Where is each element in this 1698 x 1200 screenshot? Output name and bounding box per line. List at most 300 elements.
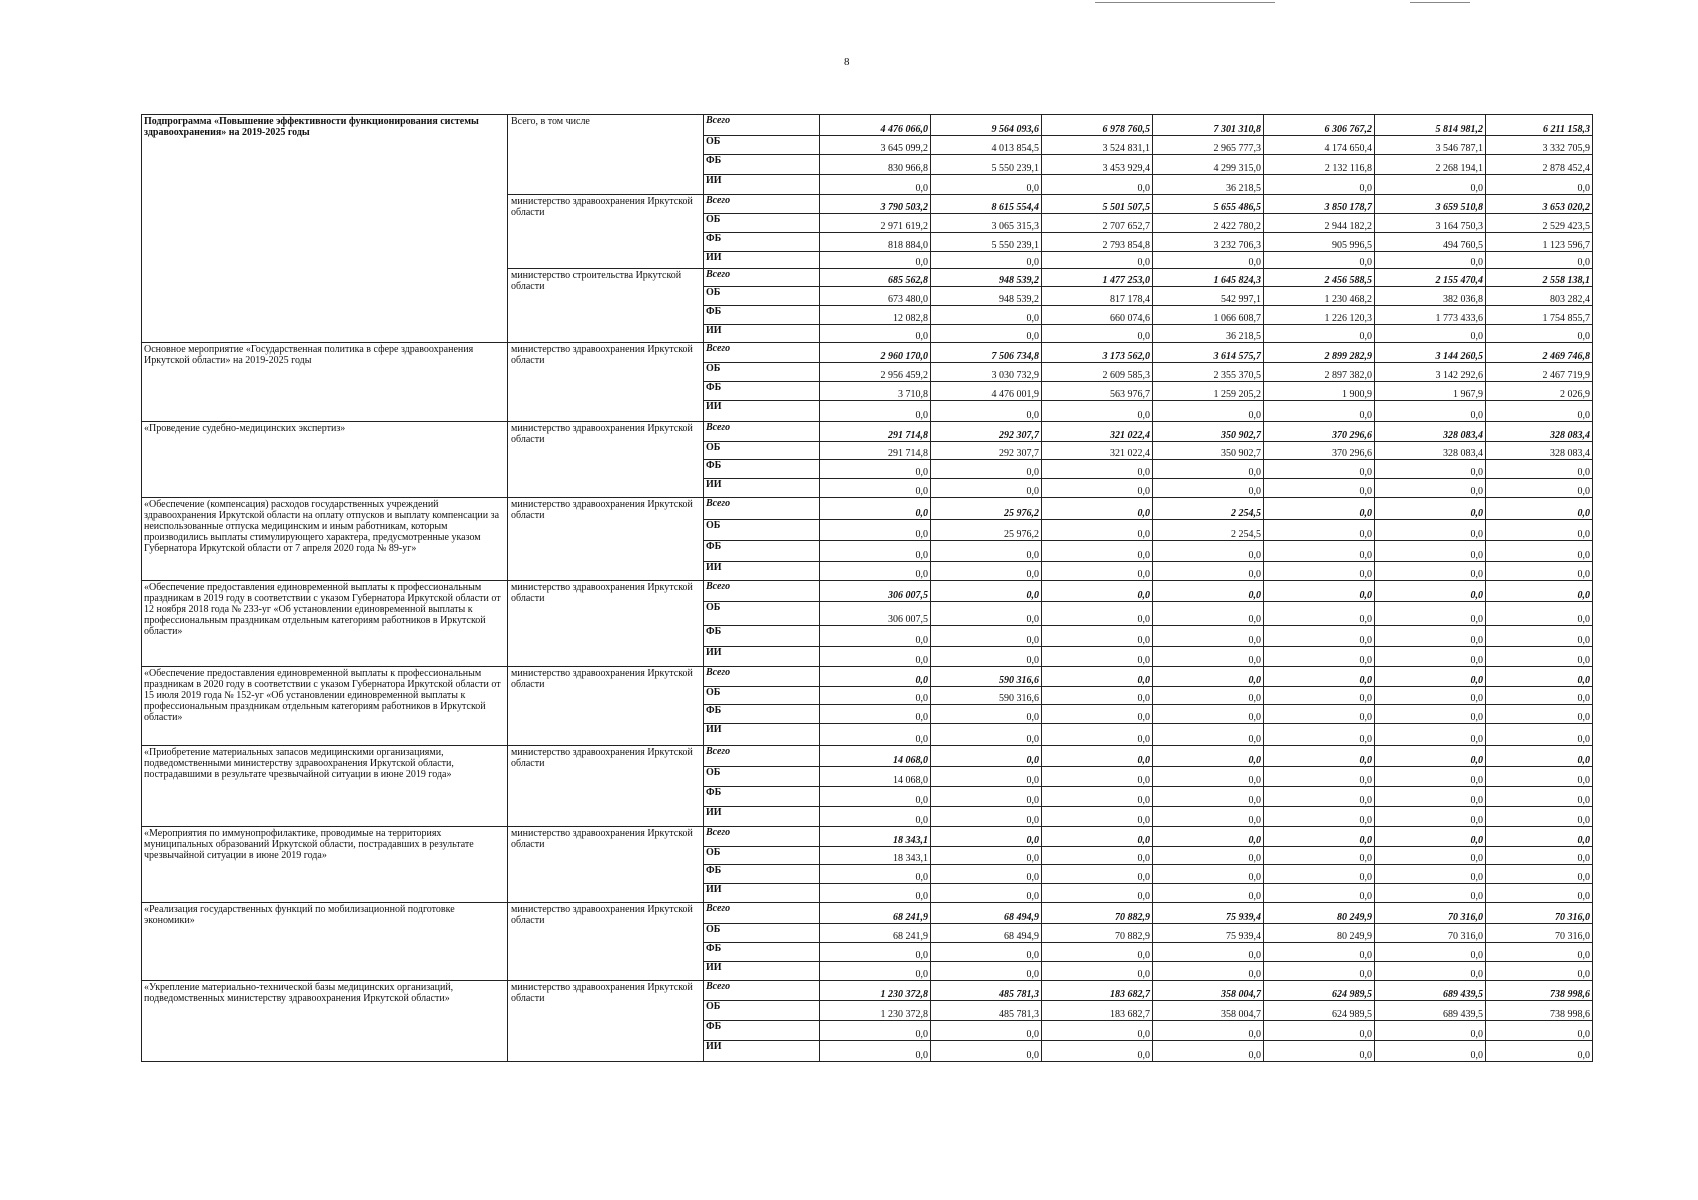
- funding-source-cell: ОБ: [704, 363, 820, 382]
- amount-cell: 80 249,9: [1264, 924, 1375, 943]
- amount-cell: 0,0: [1153, 724, 1264, 746]
- amount-cell: 0,0: [820, 175, 931, 195]
- amount-cell: 905 996,5: [1264, 233, 1375, 252]
- amount-cell: 0,0: [931, 746, 1042, 767]
- amount-cell: 0,0: [820, 724, 931, 746]
- amount-cell: 321 022,4: [1042, 422, 1153, 442]
- amount-cell: 0,0: [1486, 667, 1593, 687]
- amount-cell: 0,0: [1264, 541, 1375, 562]
- amount-cell: 2 956 459,2: [820, 363, 931, 382]
- amount-cell: 0,0: [1042, 647, 1153, 667]
- amount-cell: 948 539,2: [931, 287, 1042, 306]
- funding-source-cell: Всего: [704, 269, 820, 287]
- amount-cell: 25 976,2: [931, 498, 1042, 520]
- amount-cell: 0,0: [1486, 827, 1593, 847]
- amount-cell: 0,0: [1486, 884, 1593, 903]
- amount-cell: 0,0: [1153, 667, 1264, 687]
- amount-cell: 0,0: [1153, 767, 1264, 787]
- amount-cell: 0,0: [931, 562, 1042, 581]
- amount-cell: 0,0: [931, 626, 1042, 647]
- amount-cell: 0,0: [1042, 498, 1153, 520]
- funding-source-cell: ИИ: [704, 325, 820, 343]
- funding-source-cell: ФБ: [704, 787, 820, 807]
- table-row: [142, 746, 1593, 767]
- amount-cell: 485 781,3: [931, 981, 1042, 1001]
- amount-cell: 0,0: [1375, 401, 1486, 422]
- executor-cell: министерство здравоохранения Иркутской области: [508, 195, 704, 269]
- amount-cell: 3 659 510,8: [1375, 195, 1486, 214]
- amount-cell: 0,0: [820, 498, 931, 520]
- amount-cell: 0,0: [1486, 562, 1593, 581]
- amount-cell: 328 083,4: [1486, 422, 1593, 442]
- amount-cell: 830 966,8: [820, 155, 931, 175]
- amount-cell: 0,0: [1375, 325, 1486, 343]
- amount-cell: 0,0: [1264, 962, 1375, 981]
- amount-cell: 1 773 433,6: [1375, 306, 1486, 325]
- amount-cell: 7 301 310,8: [1153, 115, 1264, 136]
- amount-cell: 0,0: [1486, 325, 1593, 343]
- funding-source-cell: ОБ: [704, 602, 820, 626]
- amount-cell: 0,0: [820, 687, 931, 705]
- table-row: [142, 498, 1593, 520]
- amount-cell: 2 268 194,1: [1375, 155, 1486, 175]
- amount-cell: 0,0: [1486, 541, 1593, 562]
- amount-cell: 0,0: [1264, 325, 1375, 343]
- amount-cell: 0,0: [1042, 865, 1153, 884]
- executor-cell: министерство здравоохранения Иркутской области: [508, 343, 704, 422]
- amount-cell: 0,0: [1042, 581, 1153, 602]
- amount-cell: 1 123 596,7: [1486, 233, 1593, 252]
- amount-cell: 0,0: [1486, 847, 1593, 865]
- funding-source-cell: ИИ: [704, 884, 820, 903]
- executor-cell: Всего, в том числе: [508, 115, 704, 195]
- executor-cell: министерство здравоохранения Иркутской области: [508, 903, 704, 981]
- scan-artifact-line: [1095, 2, 1275, 3]
- amount-cell: 183 682,7: [1042, 981, 1153, 1001]
- amount-cell: 0,0: [1264, 401, 1375, 422]
- amount-cell: 291 714,8: [820, 422, 931, 442]
- amount-cell: 0,0: [820, 667, 931, 687]
- amount-cell: 70 882,9: [1042, 924, 1153, 943]
- amount-cell: 0,0: [1042, 175, 1153, 195]
- amount-cell: 0,0: [1486, 520, 1593, 541]
- funding-source-cell: ИИ: [704, 647, 820, 667]
- amount-cell: 0,0: [1264, 498, 1375, 520]
- amount-cell: 3 232 706,3: [1153, 233, 1264, 252]
- amount-cell: 0,0: [1486, 581, 1593, 602]
- amount-cell: 0,0: [931, 647, 1042, 667]
- amount-cell: 0,0: [1153, 581, 1264, 602]
- amount-cell: 350 902,7: [1153, 422, 1264, 442]
- amount-cell: 2 878 452,4: [1486, 155, 1593, 175]
- table-row: [142, 667, 1593, 687]
- amount-cell: 0,0: [1042, 252, 1153, 269]
- amount-cell: 0,0: [1042, 479, 1153, 498]
- amount-cell: 3 332 705,9: [1486, 136, 1593, 155]
- funding-source-cell: ФБ: [704, 1021, 820, 1041]
- funding-source-cell: Всего: [704, 422, 820, 442]
- funding-source-cell: ИИ: [704, 807, 820, 827]
- funding-source-cell: ОБ: [704, 214, 820, 233]
- amount-cell: 0,0: [931, 460, 1042, 479]
- amount-cell: 5 501 507,5: [1042, 195, 1153, 214]
- amount-cell: 0,0: [1264, 175, 1375, 195]
- funding-source-cell: ОБ: [704, 924, 820, 943]
- amount-cell: 0,0: [1375, 787, 1486, 807]
- amount-cell: 2 155 470,4: [1375, 269, 1486, 287]
- amount-cell: 2 529 423,5: [1486, 214, 1593, 233]
- amount-cell: 3 065 315,3: [931, 214, 1042, 233]
- amount-cell: 0,0: [1486, 1021, 1593, 1041]
- table-row: [142, 422, 1593, 442]
- amount-cell: 0,0: [1264, 1021, 1375, 1041]
- amount-cell: 0,0: [1375, 562, 1486, 581]
- amount-cell: 0,0: [1375, 827, 1486, 847]
- amount-cell: 0,0: [1264, 626, 1375, 647]
- amount-cell: 0,0: [1375, 581, 1486, 602]
- amount-cell: 2 456 588,5: [1264, 269, 1375, 287]
- amount-cell: 306 007,5: [820, 581, 931, 602]
- amount-cell: 3 546 787,1: [1375, 136, 1486, 155]
- funding-source-cell: Всего: [704, 903, 820, 924]
- amount-cell: 14 068,0: [820, 767, 931, 787]
- event-description-cell: «Обеспечение предоставления единовременной выплаты к профессиональным праздникам в 2019 году в соответствии с указом Губернатора Иркутской области от 12 ноября 2018 года № 233-уг «Об установлении единовременной выплаты к профессиональным праздникам отдельным категориям работников в Иркутской области»: [142, 581, 508, 667]
- amount-cell: 2 469 746,8: [1486, 343, 1593, 363]
- funding-source-cell: ФБ: [704, 460, 820, 479]
- amount-cell: 328 083,4: [1486, 442, 1593, 460]
- amount-cell: 1 230 372,8: [820, 1001, 931, 1021]
- amount-cell: 3 173 562,0: [1042, 343, 1153, 363]
- amount-cell: 0,0: [1375, 252, 1486, 269]
- funding-source-cell: Всего: [704, 981, 820, 1001]
- amount-cell: 673 480,0: [820, 287, 931, 306]
- amount-cell: 0,0: [1042, 943, 1153, 962]
- amount-cell: 0,0: [1264, 667, 1375, 687]
- amount-cell: 70 882,9: [1042, 903, 1153, 924]
- amount-cell: 3 614 575,7: [1153, 343, 1264, 363]
- executor-cell: министерство здравоохранения Иркутской области: [508, 498, 704, 581]
- table-row: [142, 115, 1593, 136]
- amount-cell: 0,0: [1042, 1041, 1153, 1062]
- amount-cell: 75 939,4: [1153, 924, 1264, 943]
- amount-cell: 0,0: [820, 541, 931, 562]
- funding-source-cell: ИИ: [704, 562, 820, 581]
- amount-cell: 0,0: [1375, 847, 1486, 865]
- funding-source-cell: ОБ: [704, 136, 820, 155]
- amount-cell: 0,0: [820, 962, 931, 981]
- amount-cell: 0,0: [931, 325, 1042, 343]
- amount-cell: 0,0: [1264, 943, 1375, 962]
- funding-source-cell: ИИ: [704, 401, 820, 422]
- funding-source-cell: Всего: [704, 195, 820, 214]
- amount-cell: 3 030 732,9: [931, 363, 1042, 382]
- amount-cell: 5 550 239,1: [931, 233, 1042, 252]
- amount-cell: 68 494,9: [931, 903, 1042, 924]
- executor-cell: министерство здравоохранения Иркутской области: [508, 581, 704, 667]
- amount-cell: 0,0: [1375, 807, 1486, 827]
- amount-cell: 80 249,9: [1264, 903, 1375, 924]
- amount-cell: 0,0: [1153, 1041, 1264, 1062]
- amount-cell: 68 241,9: [820, 903, 931, 924]
- amount-cell: 382 036,8: [1375, 287, 1486, 306]
- amount-cell: 0,0: [820, 460, 931, 479]
- amount-cell: 0,0: [1042, 767, 1153, 787]
- funding-source-cell: ФБ: [704, 626, 820, 647]
- amount-cell: 0,0: [1153, 746, 1264, 767]
- event-description-cell: «Приобретение материальных запасов медицинскими организациями, подведомственными министерству здравоохранения Иркутской области, пострадавшими в результате чрезвычайной ситуации в июне 2019 года»: [142, 746, 508, 827]
- executor-cell: министерство здравоохранения Иркутской области: [508, 422, 704, 498]
- amount-cell: 18 343,1: [820, 847, 931, 865]
- amount-cell: 0,0: [1264, 847, 1375, 865]
- amount-cell: 0,0: [1375, 602, 1486, 626]
- amount-cell: 0,0: [1375, 647, 1486, 667]
- amount-cell: 1 477 253,0: [1042, 269, 1153, 287]
- amount-cell: 0,0: [1264, 602, 1375, 626]
- amount-cell: 0,0: [820, 562, 931, 581]
- budget-table: [141, 114, 1593, 1062]
- amount-cell: 0,0: [1375, 884, 1486, 903]
- amount-cell: 0,0: [931, 175, 1042, 195]
- table-row: [142, 581, 1593, 602]
- amount-cell: 0,0: [1153, 962, 1264, 981]
- amount-cell: 75 939,4: [1153, 903, 1264, 924]
- amount-cell: 803 282,4: [1486, 287, 1593, 306]
- funding-source-cell: Всего: [704, 115, 820, 136]
- amount-cell: 0,0: [820, 479, 931, 498]
- amount-cell: 1 645 824,3: [1153, 269, 1264, 287]
- amount-cell: 0,0: [1153, 807, 1264, 827]
- amount-cell: 0,0: [931, 807, 1042, 827]
- amount-cell: 2 899 282,9: [1264, 343, 1375, 363]
- amount-cell: 0,0: [1153, 562, 1264, 581]
- amount-cell: 0,0: [1042, 460, 1153, 479]
- table-row: [142, 827, 1593, 847]
- amount-cell: 2 960 170,0: [820, 343, 931, 363]
- amount-cell: 0,0: [1264, 687, 1375, 705]
- amount-cell: 0,0: [1042, 746, 1153, 767]
- amount-cell: 0,0: [931, 847, 1042, 865]
- amount-cell: 0,0: [1153, 401, 1264, 422]
- funding-source-cell: ФБ: [704, 306, 820, 325]
- amount-cell: 2 558 138,1: [1486, 269, 1593, 287]
- amount-cell: 0,0: [820, 520, 931, 541]
- amount-cell: 0,0: [1153, 479, 1264, 498]
- amount-cell: 542 997,1: [1153, 287, 1264, 306]
- funding-source-cell: ФБ: [704, 541, 820, 562]
- amount-cell: 590 316,6: [931, 667, 1042, 687]
- amount-cell: 485 781,3: [931, 1001, 1042, 1021]
- amount-cell: 0,0: [1486, 724, 1593, 746]
- amount-cell: 0,0: [931, 962, 1042, 981]
- executor-cell: министерство здравоохранения Иркутской области: [508, 827, 704, 903]
- amount-cell: 0,0: [931, 865, 1042, 884]
- executor-cell: министерство здравоохранения Иркутской области: [508, 667, 704, 746]
- amount-cell: 0,0: [931, 767, 1042, 787]
- amount-cell: 0,0: [931, 943, 1042, 962]
- amount-cell: 0,0: [1486, 687, 1593, 705]
- amount-cell: 3 790 503,2: [820, 195, 931, 214]
- amount-cell: 0,0: [1042, 602, 1153, 626]
- amount-cell: 0,0: [820, 943, 931, 962]
- amount-cell: 494 760,5: [1375, 233, 1486, 252]
- amount-cell: 0,0: [1042, 687, 1153, 705]
- amount-cell: 624 989,5: [1264, 1001, 1375, 1021]
- amount-cell: 3 653 020,2: [1486, 195, 1593, 214]
- amount-cell: 358 004,7: [1153, 981, 1264, 1001]
- amount-cell: 0,0: [1264, 479, 1375, 498]
- amount-cell: 0,0: [820, 401, 931, 422]
- funding-source-cell: ФБ: [704, 705, 820, 724]
- amount-cell: 0,0: [1375, 1041, 1486, 1062]
- amount-cell: 0,0: [1042, 807, 1153, 827]
- amount-cell: 0,0: [1375, 460, 1486, 479]
- amount-cell: 3 524 831,1: [1042, 136, 1153, 155]
- amount-cell: 8 615 554,4: [931, 195, 1042, 214]
- amount-cell: 2 254,5: [1153, 498, 1264, 520]
- amount-cell: 0,0: [1153, 687, 1264, 705]
- amount-cell: 0,0: [931, 401, 1042, 422]
- funding-source-cell: ФБ: [704, 382, 820, 401]
- amount-cell: 0,0: [1153, 884, 1264, 903]
- funding-source-cell: ОБ: [704, 1001, 820, 1021]
- amount-cell: 70 316,0: [1486, 924, 1593, 943]
- amount-cell: 3 850 178,7: [1264, 195, 1375, 214]
- funding-source-cell: ИИ: [704, 252, 820, 269]
- amount-cell: 0,0: [1153, 602, 1264, 626]
- amount-cell: 0,0: [931, 787, 1042, 807]
- amount-cell: 0,0: [1153, 865, 1264, 884]
- amount-cell: 0,0: [1042, 724, 1153, 746]
- amount-cell: 563 976,7: [1042, 382, 1153, 401]
- amount-cell: 685 562,8: [820, 269, 931, 287]
- amount-cell: 0,0: [1486, 479, 1593, 498]
- amount-cell: 350 902,7: [1153, 442, 1264, 460]
- funding-source-cell: ФБ: [704, 943, 820, 962]
- amount-cell: 4 174 650,4: [1264, 136, 1375, 155]
- amount-cell: 183 682,7: [1042, 1001, 1153, 1021]
- amount-cell: 0,0: [820, 325, 931, 343]
- amount-cell: 0,0: [931, 884, 1042, 903]
- funding-source-cell: ФБ: [704, 233, 820, 252]
- funding-source-cell: ИИ: [704, 724, 820, 746]
- amount-cell: 0,0: [931, 581, 1042, 602]
- amount-cell: 0,0: [820, 626, 931, 647]
- event-description-cell: «Мероприятия по иммунопрофилактике, проводимые на территориях муниципальных образований Иркутской области, пострадавших в результате чрезвычайной ситуации в июне 2019 года»: [142, 827, 508, 903]
- amount-cell: 68 494,9: [931, 924, 1042, 943]
- event-description-cell: «Обеспечение (компенсация) расходов государственных учреждений здравоохранения Иркутской области на оплату отпусков и выплату компенсации за неиспользованные отпуска медицинским и иным работникам, которым производились выплаты стимулирующего характера, предусмотренные указом Губернатора Иркутской области от 7 апреля 2020 года № 89-уг»: [142, 498, 508, 581]
- amount-cell: 0,0: [1486, 602, 1593, 626]
- amount-cell: 0,0: [820, 647, 931, 667]
- amount-cell: 0,0: [1375, 687, 1486, 705]
- amount-cell: 2 355 370,5: [1153, 363, 1264, 382]
- scan-artifact-line: [1410, 2, 1470, 3]
- amount-cell: 292 307,7: [931, 422, 1042, 442]
- amount-cell: 0,0: [931, 827, 1042, 847]
- amount-cell: 0,0: [1375, 667, 1486, 687]
- funding-source-cell: ИИ: [704, 479, 820, 498]
- amount-cell: 2 971 619,2: [820, 214, 931, 233]
- amount-cell: 4 476 001,9: [931, 382, 1042, 401]
- amount-cell: 0,0: [1153, 647, 1264, 667]
- amount-cell: 25 976,2: [931, 520, 1042, 541]
- amount-cell: 2 254,5: [1153, 520, 1264, 541]
- amount-cell: 0,0: [1264, 724, 1375, 746]
- amount-cell: 2 793 854,8: [1042, 233, 1153, 252]
- amount-cell: 0,0: [1264, 1041, 1375, 1062]
- amount-cell: 0,0: [1042, 541, 1153, 562]
- amount-cell: 5 655 486,5: [1153, 195, 1264, 214]
- funding-source-cell: ФБ: [704, 155, 820, 175]
- amount-cell: 0,0: [1042, 520, 1153, 541]
- funding-source-cell: ОБ: [704, 687, 820, 705]
- amount-cell: 3 144 260,5: [1375, 343, 1486, 363]
- amount-cell: 36 218,5: [1153, 325, 1264, 343]
- amount-cell: 2 707 652,7: [1042, 214, 1153, 233]
- amount-cell: 0,0: [931, 479, 1042, 498]
- amount-cell: 2 897 382,0: [1264, 363, 1375, 382]
- amount-cell: 3 710,8: [820, 382, 931, 401]
- amount-cell: 0,0: [931, 1041, 1042, 1062]
- amount-cell: 0,0: [1375, 943, 1486, 962]
- amount-cell: 0,0: [1486, 626, 1593, 647]
- amount-cell: 2 944 182,2: [1264, 214, 1375, 233]
- amount-cell: 0,0: [1042, 827, 1153, 847]
- amount-cell: 0,0: [931, 252, 1042, 269]
- amount-cell: 0,0: [931, 306, 1042, 325]
- amount-cell: 70 316,0: [1486, 903, 1593, 924]
- amount-cell: 0,0: [1486, 1041, 1593, 1062]
- event-description-cell: Подпрограмма «Повышение эффективности функционирования системы здравоохранения» на 2019-2025 годы: [142, 115, 508, 343]
- funding-source-cell: ИИ: [704, 962, 820, 981]
- amount-cell: 0,0: [820, 1021, 931, 1041]
- amount-cell: 4 476 066,0: [820, 115, 931, 136]
- amount-cell: 0,0: [1264, 787, 1375, 807]
- executor-cell: министерство здравоохранения Иркутской области: [508, 746, 704, 827]
- amount-cell: 0,0: [931, 1021, 1042, 1041]
- funding-source-cell: ОБ: [704, 767, 820, 787]
- amount-cell: 36 218,5: [1153, 175, 1264, 195]
- amount-cell: 0,0: [820, 787, 931, 807]
- amount-cell: 0,0: [1375, 498, 1486, 520]
- amount-cell: 0,0: [1042, 962, 1153, 981]
- amount-cell: 0,0: [1375, 724, 1486, 746]
- event-description-cell: «Проведение судебно-медицинских экспертиз»: [142, 422, 508, 498]
- amount-cell: 0,0: [1375, 626, 1486, 647]
- amount-cell: 70 316,0: [1375, 903, 1486, 924]
- amount-cell: 6 978 760,5: [1042, 115, 1153, 136]
- amount-cell: 1 259 205,2: [1153, 382, 1264, 401]
- amount-cell: 0,0: [1486, 252, 1593, 269]
- amount-cell: 0,0: [1486, 460, 1593, 479]
- amount-cell: 3 142 292,6: [1375, 363, 1486, 382]
- amount-cell: 1 900,9: [1264, 382, 1375, 401]
- amount-cell: 817 178,4: [1042, 287, 1153, 306]
- table-row: [142, 343, 1593, 363]
- amount-cell: 738 998,6: [1486, 1001, 1593, 1021]
- amount-cell: 291 714,8: [820, 442, 931, 460]
- amount-cell: 2 609 585,3: [1042, 363, 1153, 382]
- amount-cell: 624 989,5: [1264, 981, 1375, 1001]
- funding-source-cell: Всего: [704, 343, 820, 363]
- amount-cell: 0,0: [1486, 498, 1593, 520]
- amount-cell: 818 884,0: [820, 233, 931, 252]
- amount-cell: 0,0: [1264, 767, 1375, 787]
- amount-cell: 0,0: [1264, 884, 1375, 903]
- amount-cell: 370 296,6: [1264, 422, 1375, 442]
- amount-cell: 0,0: [1375, 705, 1486, 724]
- executor-cell: министерство здравоохранения Иркутской области: [508, 981, 704, 1062]
- amount-cell: 0,0: [1264, 827, 1375, 847]
